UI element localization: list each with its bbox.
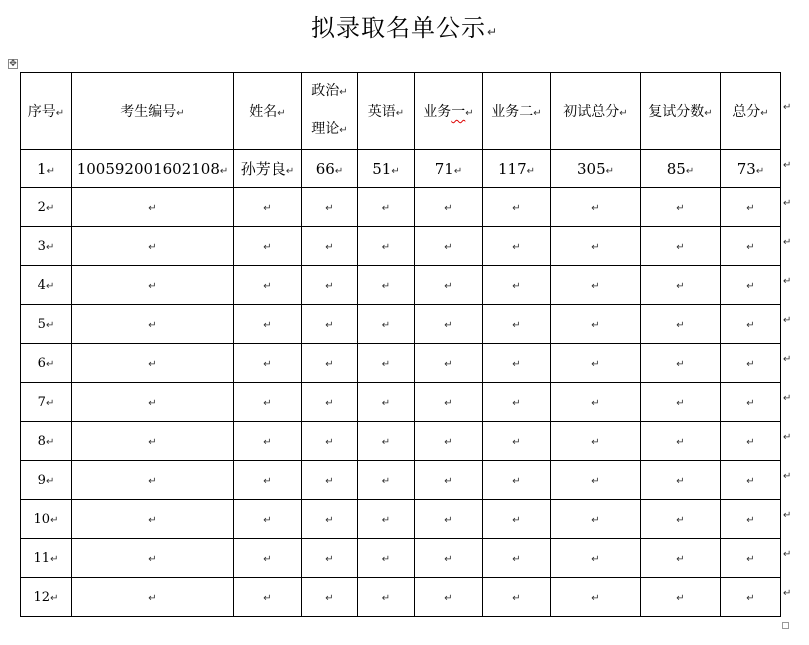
table-row bbox=[21, 383, 781, 422]
cell-english[interactable]: ↵ bbox=[358, 500, 415, 539]
header-english[interactable]: 英语↵ bbox=[358, 73, 415, 150]
cell-name[interactable]: ↵ bbox=[234, 500, 302, 539]
cell-english[interactable]: ↵ bbox=[358, 578, 415, 617]
cell-name[interactable]: ↵ bbox=[234, 461, 302, 500]
cell-exam-id[interactable]: ↵ bbox=[72, 188, 234, 227]
cell-retest[interactable]: ↵ bbox=[641, 539, 721, 578]
cell-major2[interactable]: ↵ bbox=[483, 383, 551, 422]
cell-english[interactable]: 51↵ bbox=[358, 150, 415, 188]
cell-initial-total[interactable]: ↵ bbox=[551, 578, 641, 617]
table-header-row bbox=[21, 73, 781, 150]
cell-name[interactable]: ↵ bbox=[234, 539, 302, 578]
cell-exam-id[interactable]: ↵ bbox=[72, 383, 234, 422]
cell-major2[interactable]: ↵ bbox=[483, 578, 551, 617]
cell-retest[interactable]: ↵ bbox=[641, 578, 721, 617]
cell-major1[interactable]: ↵ bbox=[415, 188, 483, 227]
cell-politics[interactable]: ↵ bbox=[302, 383, 358, 422]
cell-major1[interactable]: ↵ bbox=[415, 383, 483, 422]
cell-exam-id[interactable]: ↵ bbox=[72, 500, 234, 539]
cell-initial-total[interactable]: 305↵ bbox=[551, 150, 641, 188]
cell-seq[interactable]: 5↵ bbox=[21, 305, 72, 344]
cell-major2[interactable]: ↵ bbox=[483, 266, 551, 305]
table-move-handle-icon[interactable]: ✥ bbox=[9, 59, 17, 69]
table-row bbox=[21, 305, 781, 344]
cell-major1[interactable]: ↵ bbox=[415, 305, 483, 344]
cell-english[interactable]: ↵ bbox=[358, 422, 415, 461]
cell-major1[interactable]: ↵ bbox=[415, 422, 483, 461]
cell-name[interactable]: ↵ bbox=[234, 422, 302, 461]
cell-exam-id[interactable]: ↵ bbox=[72, 539, 234, 578]
cell-total[interactable]: 73↵ bbox=[721, 150, 781, 188]
cell-politics[interactable]: ↵ bbox=[302, 344, 358, 383]
cell-exam-id[interactable]: ↵ bbox=[72, 227, 234, 266]
cell-english[interactable]: ↵ bbox=[358, 539, 415, 578]
row-end-mark: ↵ bbox=[783, 354, 792, 365]
cell-exam-id[interactable]: ↵ bbox=[72, 422, 234, 461]
cell-major2[interactable]: ↵ bbox=[483, 305, 551, 344]
table-row bbox=[21, 150, 781, 188]
cell-major2[interactable]: ↵ bbox=[483, 344, 551, 383]
cell-politics[interactable]: ↵ bbox=[302, 266, 358, 305]
row-end-mark: ↵ bbox=[783, 160, 792, 171]
cell-seq[interactable]: 10↵ bbox=[21, 500, 72, 539]
cell-english[interactable]: ↵ bbox=[358, 188, 415, 227]
cell-exam-id[interactable]: ↵ bbox=[72, 305, 234, 344]
cell-english[interactable]: ↵ bbox=[358, 461, 415, 500]
cell-initial-total[interactable]: ↵ bbox=[551, 227, 641, 266]
cell-retest[interactable]: ↵ bbox=[641, 305, 721, 344]
cell-seq[interactable]: 12↵ bbox=[21, 578, 72, 617]
cell-name[interactable]: ↵ bbox=[234, 266, 302, 305]
table-row bbox=[21, 500, 781, 539]
row-end-mark: ↵ bbox=[783, 432, 792, 443]
cell-name[interactable]: ↵ bbox=[234, 383, 302, 422]
row-end-mark: ↵ bbox=[783, 549, 792, 560]
cell-retest[interactable]: ↵ bbox=[641, 227, 721, 266]
cell-politics[interactable]: ↵ bbox=[302, 578, 358, 617]
cell-politics[interactable]: ↵ bbox=[302, 422, 358, 461]
cell-total[interactable]: ↵ bbox=[721, 344, 781, 383]
page-title bbox=[0, 8, 809, 43]
cell-major2[interactable]: ↵ bbox=[483, 500, 551, 539]
admission-list-table bbox=[20, 72, 781, 617]
cell-total[interactable]: ↵ bbox=[721, 422, 781, 461]
cell-english[interactable]: ↵ bbox=[358, 344, 415, 383]
cell-total[interactable]: ↵ bbox=[721, 188, 781, 227]
cell-retest[interactable]: ↵ bbox=[641, 344, 721, 383]
cell-politics[interactable]: ↵ bbox=[302, 305, 358, 344]
cell-major2[interactable]: ↵ bbox=[483, 539, 551, 578]
cell-exam-id[interactable]: 100592001602108↵ bbox=[72, 150, 234, 188]
cell-politics[interactable]: 66↵ bbox=[302, 150, 358, 188]
row-end-mark: ↵ bbox=[783, 510, 792, 521]
row-end-mark: ↵ bbox=[783, 393, 792, 404]
cell-initial-total[interactable]: ↵ bbox=[551, 344, 641, 383]
table-resize-handle[interactable] bbox=[782, 622, 789, 629]
cell-exam-id[interactable]: ↵ bbox=[72, 578, 234, 617]
cell-initial-total[interactable]: ↵ bbox=[551, 422, 641, 461]
paragraph-mark: ↵ bbox=[486, 25, 499, 39]
table-row bbox=[21, 188, 781, 227]
cell-retest[interactable]: ↵ bbox=[641, 461, 721, 500]
cell-name[interactable]: ↵ bbox=[234, 188, 302, 227]
cell-major1[interactable]: ↵ bbox=[415, 227, 483, 266]
table-row bbox=[21, 461, 781, 500]
header-major2[interactable]: 业务二↵ bbox=[483, 73, 551, 150]
cell-seq[interactable]: 4↵ bbox=[21, 266, 72, 305]
cell-total[interactable]: ↵ bbox=[721, 227, 781, 266]
cell-english[interactable]: ↵ bbox=[358, 266, 415, 305]
header-initial-total[interactable]: 初试总分↵ bbox=[551, 73, 641, 150]
cell-name[interactable]: ↵ bbox=[234, 578, 302, 617]
row-end-mark: ↵ bbox=[783, 471, 792, 482]
header-seq[interactable]: 序号↵ bbox=[21, 73, 72, 150]
cell-retest[interactable]: ↵ bbox=[641, 422, 721, 461]
cell-seq[interactable]: 11↵ bbox=[21, 539, 72, 578]
cell-major2[interactable]: ↵ bbox=[483, 461, 551, 500]
cell-initial-total[interactable]: ↵ bbox=[551, 188, 641, 227]
cell-initial-total[interactable]: ↵ bbox=[551, 500, 641, 539]
cell-politics[interactable]: ↵ bbox=[302, 461, 358, 500]
header-name[interactable]: 姓名↵ bbox=[234, 73, 302, 150]
header-retest[interactable]: 复试分数↵ bbox=[641, 73, 721, 150]
cell-initial-total[interactable]: ↵ bbox=[551, 383, 641, 422]
cell-major1[interactable]: ↵ bbox=[415, 539, 483, 578]
cell-total[interactable]: ↵ bbox=[721, 383, 781, 422]
table-row bbox=[21, 266, 781, 305]
cell-politics[interactable]: ↵ bbox=[302, 227, 358, 266]
cell-initial-total[interactable]: ↵ bbox=[551, 461, 641, 500]
table-row bbox=[21, 539, 781, 578]
cell-initial-total[interactable]: ↵ bbox=[551, 266, 641, 305]
cell-name[interactable]: ↵ bbox=[234, 227, 302, 266]
cell-seq[interactable]: 3↵ bbox=[21, 227, 72, 266]
cell-retest[interactable]: 85↵ bbox=[641, 150, 721, 188]
cell-major1[interactable]: ↵ bbox=[415, 578, 483, 617]
cell-major2[interactable]: ↵ bbox=[483, 422, 551, 461]
row-end-mark: ↵ bbox=[783, 102, 792, 113]
header-politics[interactable]: 政治↵ 理论↵ bbox=[302, 73, 358, 150]
spellcheck-underline: 一 bbox=[451, 104, 466, 120]
cell-major1[interactable]: ↵ bbox=[415, 266, 483, 305]
cell-major2[interactable]: 117↵ bbox=[483, 150, 551, 188]
cell-total[interactable]: ↵ bbox=[721, 578, 781, 617]
table-row bbox=[21, 578, 781, 617]
cell-retest[interactable]: ↵ bbox=[641, 383, 721, 422]
cell-total[interactable]: ↵ bbox=[721, 305, 781, 344]
cell-exam-id[interactable]: ↵ bbox=[72, 344, 234, 383]
row-end-mark: ↵ bbox=[783, 198, 792, 209]
cell-total[interactable]: ↵ bbox=[721, 539, 781, 578]
row-end-mark: ↵ bbox=[783, 588, 792, 599]
cell-major2[interactable]: ↵ bbox=[483, 227, 551, 266]
cell-seq[interactable]: 6↵ bbox=[21, 344, 72, 383]
row-end-mark: ↵ bbox=[783, 237, 792, 248]
cell-retest[interactable]: ↵ bbox=[641, 188, 721, 227]
cell-total[interactable]: ↵ bbox=[721, 266, 781, 305]
cell-major2[interactable]: ↵ bbox=[483, 188, 551, 227]
cell-name[interactable]: ↵ bbox=[234, 305, 302, 344]
cell-retest[interactable]: ↵ bbox=[641, 266, 721, 305]
header-major1[interactable]: 业务一↵ bbox=[415, 73, 483, 150]
cell-seq[interactable]: 2↵ bbox=[21, 188, 72, 227]
cell-initial-total[interactable]: ↵ bbox=[551, 539, 641, 578]
title-text: 拟录取名单公示 bbox=[310, 14, 486, 42]
cell-politics[interactable]: ↵ bbox=[302, 539, 358, 578]
cell-major1[interactable]: ↵ bbox=[415, 500, 483, 539]
cell-english[interactable]: ↵ bbox=[358, 383, 415, 422]
cell-initial-total[interactable]: ↵ bbox=[551, 305, 641, 344]
cell-retest[interactable]: ↵ bbox=[641, 500, 721, 539]
cell-seq[interactable]: 7↵ bbox=[21, 383, 72, 422]
cell-major1[interactable]: ↵ bbox=[415, 344, 483, 383]
cell-english[interactable]: ↵ bbox=[358, 227, 415, 266]
table-row bbox=[21, 344, 781, 383]
cell-politics[interactable]: ↵ bbox=[302, 188, 358, 227]
cell-seq[interactable]: 8↵ bbox=[21, 422, 72, 461]
cell-name[interactable]: 孙芳良↵ bbox=[234, 150, 302, 188]
cell-seq[interactable]: 9↵ bbox=[21, 461, 72, 500]
cell-name[interactable]: ↵ bbox=[234, 344, 302, 383]
row-end-mark: ↵ bbox=[783, 315, 792, 326]
header-total[interactable]: 总分↵ bbox=[721, 73, 781, 150]
header-exam-id[interactable]: 考生编号↵ bbox=[72, 73, 234, 150]
cell-english[interactable]: ↵ bbox=[358, 305, 415, 344]
row-end-mark: ↵ bbox=[783, 276, 792, 287]
cell-major1[interactable]: ↵ bbox=[415, 461, 483, 500]
cell-exam-id[interactable]: ↵ bbox=[72, 266, 234, 305]
cell-seq[interactable]: 1↵ bbox=[21, 150, 72, 188]
cell-major1[interactable]: 71↵ bbox=[415, 150, 483, 188]
cell-total[interactable]: ↵ bbox=[721, 500, 781, 539]
table-row bbox=[21, 422, 781, 461]
table-row bbox=[21, 227, 781, 266]
cell-politics[interactable]: ↵ bbox=[302, 500, 358, 539]
cell-exam-id[interactable]: ↵ bbox=[72, 461, 234, 500]
cell-total[interactable]: ↵ bbox=[721, 461, 781, 500]
